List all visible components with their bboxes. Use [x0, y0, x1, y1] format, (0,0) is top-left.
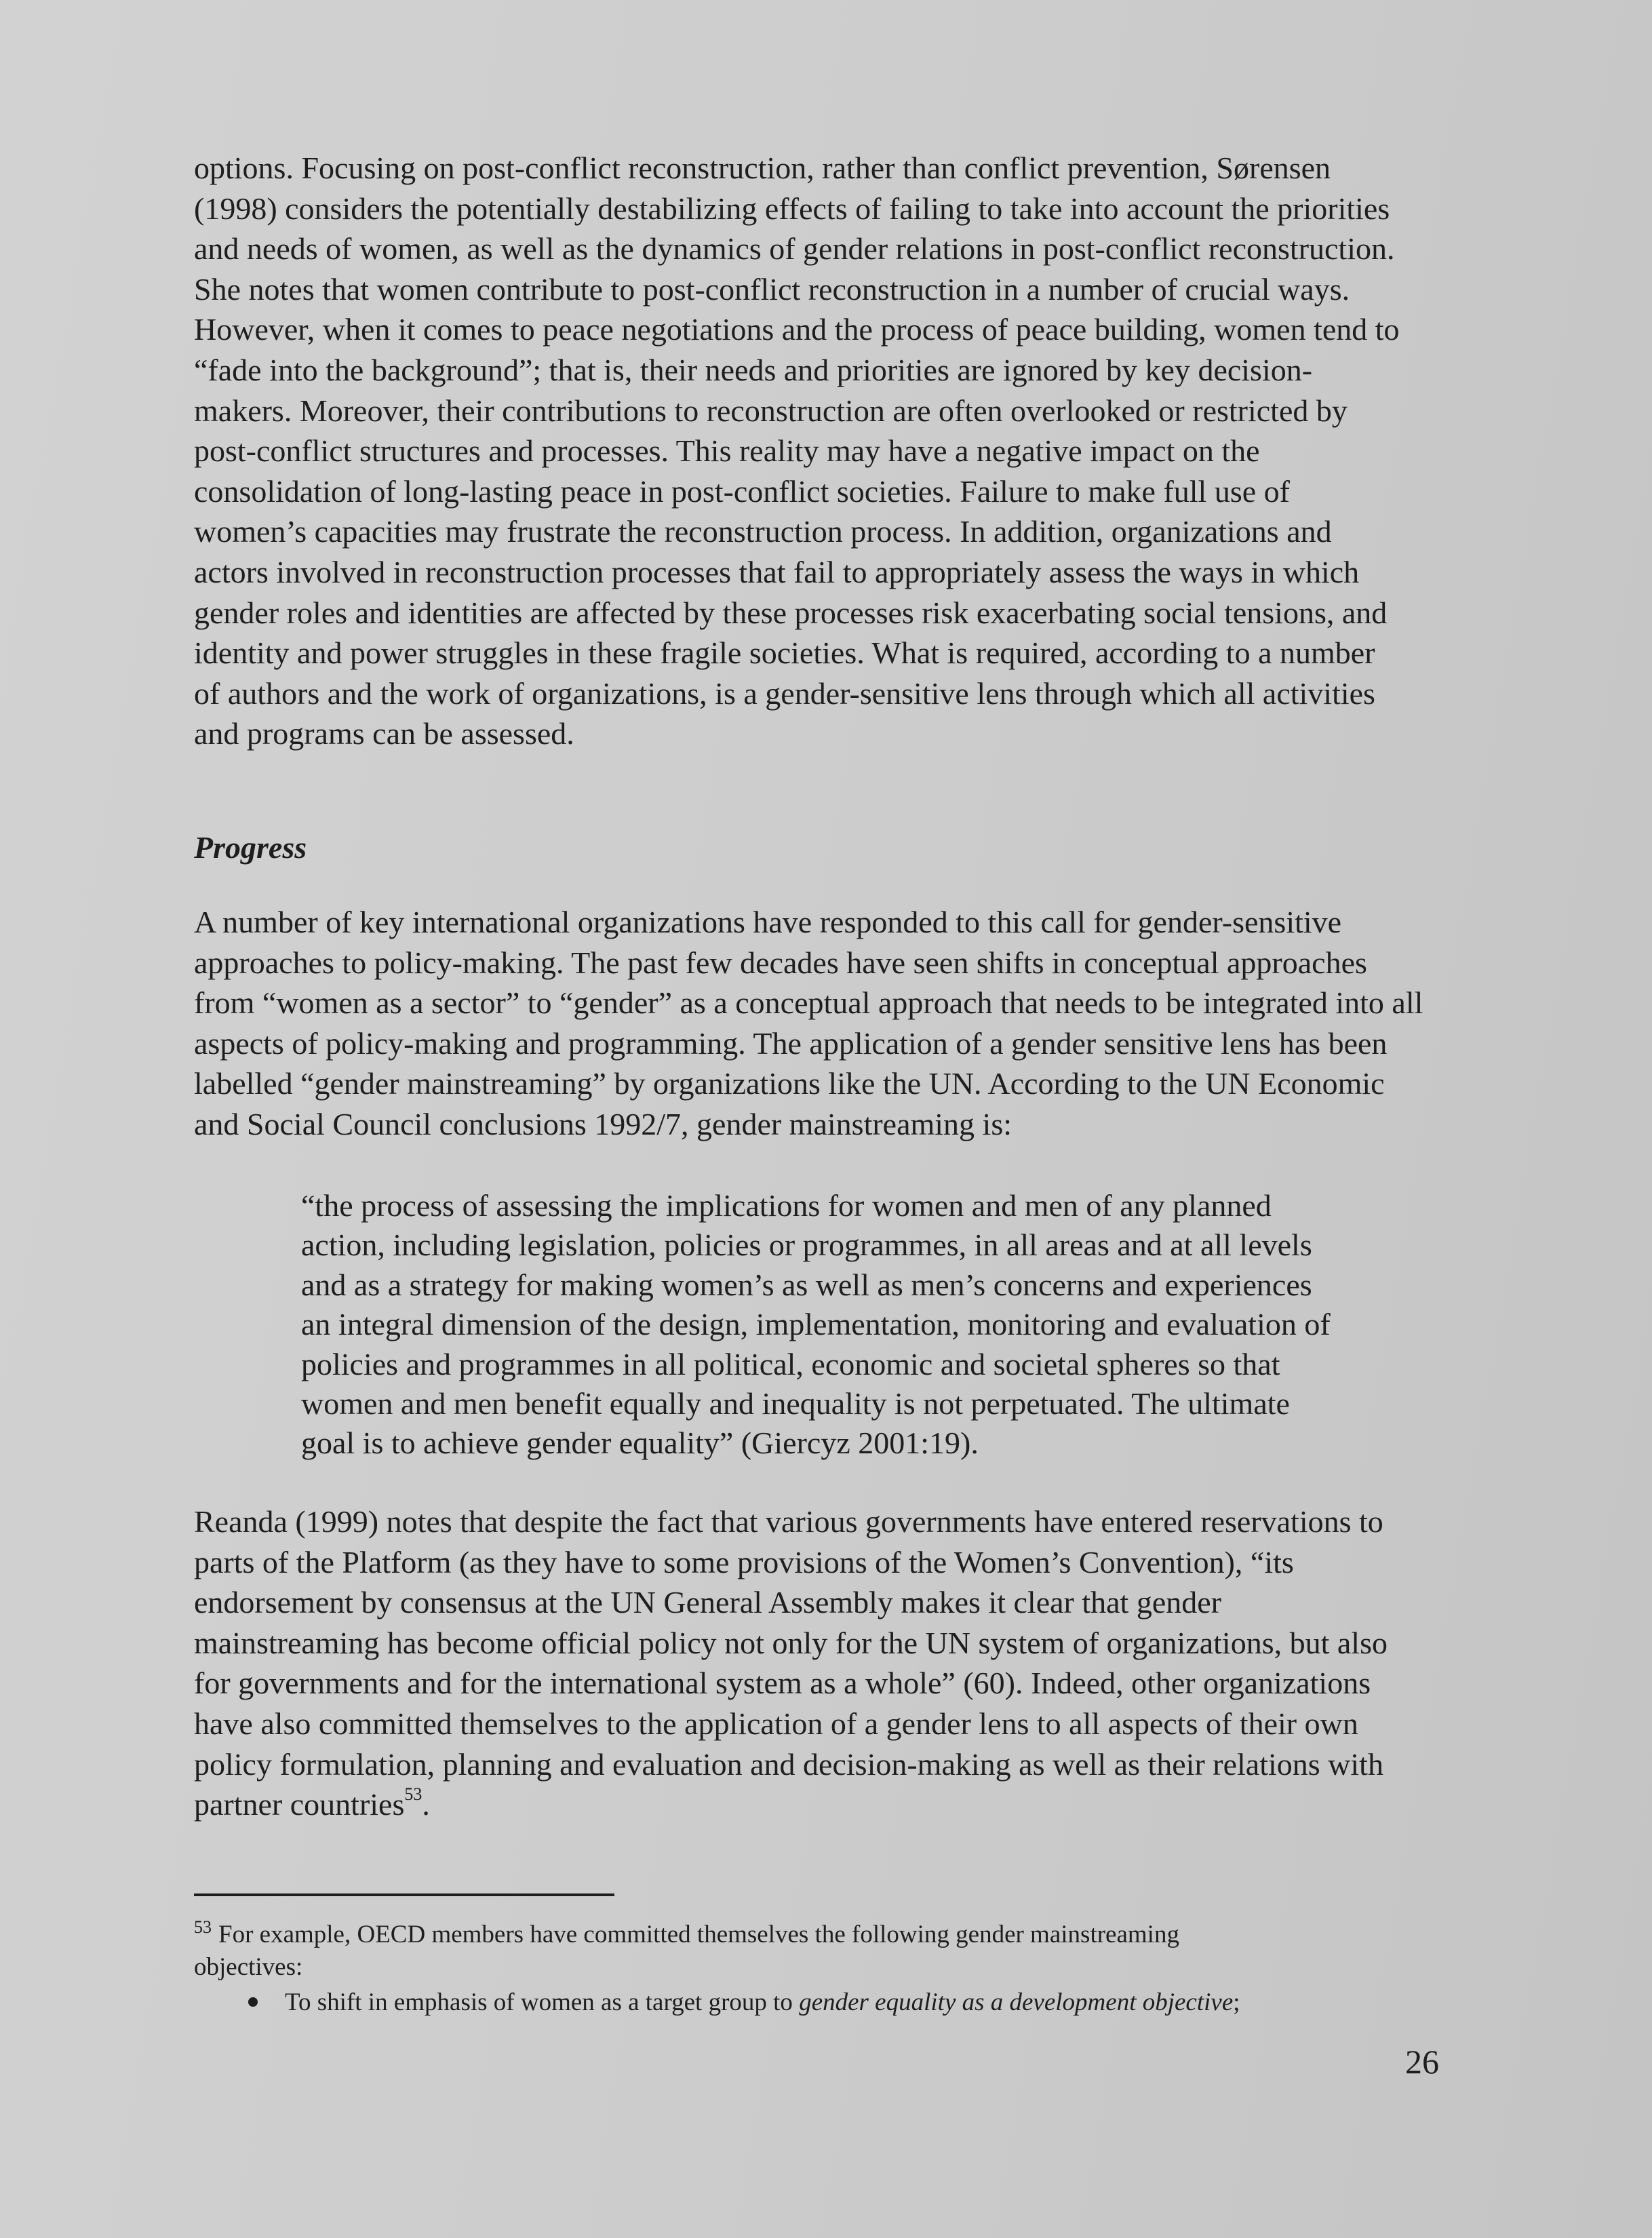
quote-line: an integral dimension of the design, implementation, monitoring and evaluation of [301, 1307, 1331, 1342]
text-line: and Social Council conclusions 1992/7, gender mainstreaming is: [194, 1106, 1012, 1141]
text-line: aspects of policy-making and programming. The application of a gender sensitive lens has been [194, 1025, 1388, 1061]
text-line: gender roles and identities are affected by these processes risk exacerbating social tensions, and [194, 595, 1388, 630]
text-line: makers. Moreover, their contributions to reconstruction are often overlooked or restricted by [194, 393, 1348, 428]
text-line: from “women as a sector” to “gender” as a conceptual approach that needs to be integrated into all [194, 985, 1423, 1021]
body-paragraph-1 [194, 148, 1577, 754]
section-heading: Progress [194, 830, 307, 865]
body-paragraph-3 [194, 1501, 1577, 1825]
text-line: (1998) considers the potentially destabilizing effects of failing to take into account the priorities [194, 191, 1390, 226]
footnote-reference[interactable]: 53 [404, 1784, 422, 1805]
text-line: She notes that women contribute to post-conflict reconstruction in a number of crucial ways. [194, 271, 1350, 307]
text-line: However, when it comes to peace negotiations and the process of peace building, women tend to [194, 312, 1400, 347]
last-line-end: . [422, 1787, 430, 1822]
text-line: Reanda (1999) notes that despite the fact that various governments have entered reservations to [194, 1504, 1383, 1539]
text-line: options. Focusing on post-conflict reconstruction, rather than conflict prevention, Sørensen [194, 151, 1331, 185]
text-line: and needs of women, as well as the dynamics of gender relations in post-conflict reconstruction. [194, 231, 1395, 267]
text-line: consolidation of long-lasting peace in post-conflict societies. Failure to make full use of [194, 473, 1290, 509]
text-line: labelled “gender mainstreaming” by organizations like the UN. According to the UN Economic [194, 1066, 1385, 1101]
text-line: mainstreaming has become official policy not only for the UN system of organizations, but also [194, 1625, 1388, 1660]
bullet-icon [248, 1997, 258, 2007]
text-line: actors involved in reconstruction processes that fail to appropriately assess the ways in which [194, 554, 1360, 589]
footnote-divider [194, 1893, 614, 1896]
text-line: “fade into the background”; that is, their needs and priorities are ignored by key decision- [194, 352, 1313, 387]
footnote-line [194, 1911, 1482, 1951]
quote-line: goal is to achieve gender equality” (Giercyz 2001:19). [301, 1426, 979, 1461]
text-line: A number of key international organizations have responded to this call for gender-sensitive [194, 905, 1342, 939]
text-line: women’s capacities may frustrate the reconstruction process. In addition, organizations and [194, 514, 1332, 549]
footnote-number: 53 [194, 1917, 212, 1937]
text-line: for governments and for the international system as a whole” (60). Indeed, other organizations [194, 1666, 1371, 1701]
text-line: of authors and the work of organizations, is a gender-sensitive lens through which all activities [194, 675, 1375, 711]
quote-line: policies and programmes in all political, economic and societal spheres so that [301, 1346, 1280, 1381]
text-line: and programs can be assessed. [194, 716, 574, 751]
bullet-text [285, 1988, 1240, 2016]
text-line: parts of the Platform (as they have to some provisions of the Women’s Convention), “its [194, 1544, 1294, 1579]
last-line-text: partner countries [194, 1787, 405, 1822]
quote-line: women and men benefit equally and inequality is not perpetuated. The ultimate [301, 1386, 1290, 1421]
text-line: post-conflict structures and processes. This reality may have a negative impact on the [194, 433, 1260, 469]
block-quote [301, 1186, 1556, 1464]
bullet-prefix: To shift in emphasis of women as a target group to [285, 1988, 800, 2016]
page-number: 26 [1405, 2043, 1439, 2081]
text-line: approaches to policy-making. The past few decades have seen shifts in conceptual approaches [194, 945, 1367, 980]
quote-line: action, including legislation, policies or programmes, in all areas and at all levels [301, 1228, 1312, 1263]
text-line: have also committed themselves to the application of a gender lens to all aspects of their own [194, 1706, 1358, 1741]
quote-line: “the process of assessing the implications for women and men of any planned [301, 1188, 1272, 1223]
footnote-text: For example, OECD members have committed themselves the following gender mainstreaming [218, 1921, 1179, 1948]
text-line: endorsement by consensus at the UN General Assembly makes it clear that gender [194, 1585, 1221, 1620]
text-line: identity and power struggles in these fragile societies. What is required, according to a number [194, 635, 1375, 671]
bullet-emphasis: gender equality as a development objective [799, 1988, 1234, 2016]
bullet-suffix: ; [1233, 1988, 1240, 2016]
text-line [194, 1784, 1577, 1825]
footnote [194, 1911, 1482, 1984]
body-paragraph-2 [194, 902, 1577, 1145]
quote-line: and as a strategy for making women’s as well as men’s concerns and experiences [301, 1267, 1312, 1302]
text-line: policy formulation, planning and evaluation and decision-making as well as their relations with [194, 1746, 1383, 1782]
footnote-line: objectives: [194, 1953, 303, 1981]
footnote-bullet-item [248, 1986, 1240, 2019]
